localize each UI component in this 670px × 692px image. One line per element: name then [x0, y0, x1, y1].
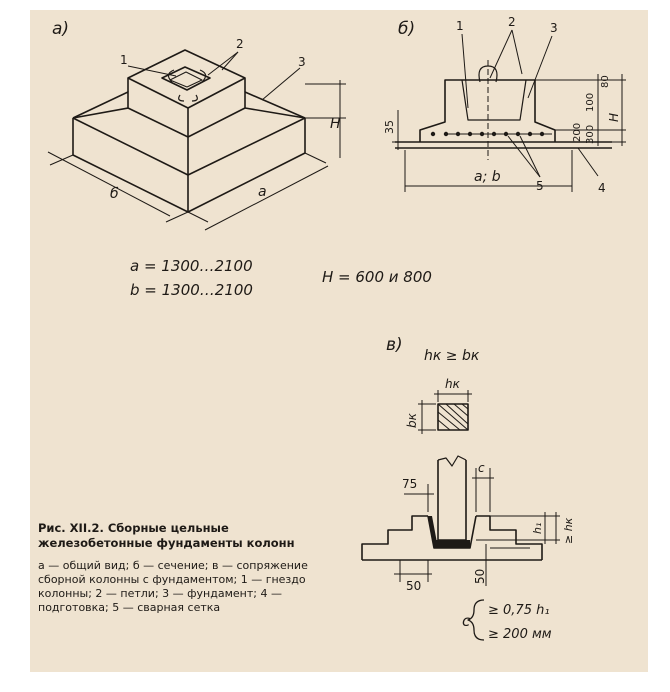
dim-bk: bк [405, 413, 419, 428]
panel-b-label: б) [398, 19, 416, 39]
dim-75: 75 [402, 477, 418, 491]
callout-b-4: 4 [598, 181, 606, 195]
column-cross-section [418, 390, 472, 434]
callout-b-3: 3 [550, 21, 558, 35]
formula-a: а = 1300…2100 [130, 257, 253, 275]
dim-50-left: 50 [406, 579, 422, 593]
foundation-isometric [73, 50, 305, 212]
callout-b-1: 1 [456, 19, 464, 33]
callout-a-2: 2 [236, 37, 244, 51]
dim-b-35: 35 [383, 120, 396, 134]
formula-b: b = 1300…2100 [130, 281, 253, 299]
dim-c: с [478, 461, 485, 475]
panel-a-dimensions [48, 52, 346, 230]
dim-b-100: 100 [585, 92, 596, 112]
dim-50-vertical: 50 [473, 568, 487, 584]
cond-c-1: ≥ 0,75 h₁ [488, 603, 550, 618]
dim-b-80: 80 [600, 75, 611, 88]
dim-b-200: 200 [572, 122, 583, 142]
socket-detail [362, 456, 542, 560]
formula-h: Н = 600 и 800 [322, 268, 432, 286]
callout-b-5: 5 [536, 179, 544, 193]
dim-h1: h₁ [531, 522, 544, 534]
callout-a-1: 1 [120, 53, 128, 67]
panel-v-label: в) [386, 335, 403, 355]
dim-a-h: Н [330, 116, 341, 132]
cond-c-2: ≥ 200 мм [488, 627, 552, 642]
dim-a-a: а [258, 184, 267, 200]
dim-ge-hk: ≥ hк [562, 517, 575, 544]
cond-hk-bk: hк ≥ bк [424, 348, 480, 364]
caption-title: Рис. XII.2. Сборные цельные железобетонные фундаменты колонн [38, 521, 295, 550]
dim-hk: hк [445, 377, 460, 391]
dim-b-h: Н [607, 112, 621, 122]
panel-a-label: а) [52, 19, 70, 39]
dim-b-300: 300 [585, 124, 596, 144]
cond-c-label: с [462, 612, 471, 630]
caption-body: а — общий вид; б — сечение; в — сопряжение сборной колонны с фундаментом; 1 — гнездо колонны; 2 — петли; 3 — фундамент; 4 — подготовка; 5 — сварная сетка [38, 559, 308, 614]
figure-caption [38, 521, 338, 615]
callout-b-2: 2 [508, 15, 516, 29]
dim-a-b: б [110, 186, 119, 202]
dim-b-ab: а; b [474, 169, 501, 185]
callout-a-3: 3 [298, 55, 306, 69]
